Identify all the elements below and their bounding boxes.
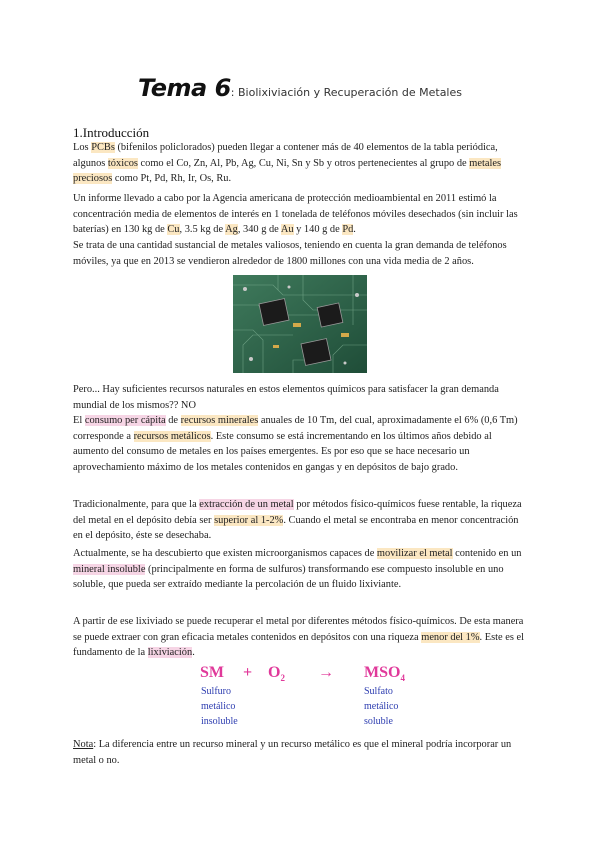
equation-oxygen: $O_2$ — [268, 664, 285, 684]
highlight-recursos-metalicos: recursos metálicos — [133, 430, 211, 442]
equation-left: SM — [200, 664, 224, 681]
page-title — [0, 74, 600, 102]
highlight-au: Au — [280, 224, 294, 235]
paragraph-pregunta: Pero... Hay suficientes recursos naturales en estos elementos químicos para satisfacer la gran demanda mundial de los mismos?? NO — [73, 384, 499, 411]
highlight-mineral-insoluble: mineral insoluble — [73, 563, 146, 575]
section-heading: 1.Introducción — [73, 125, 150, 140]
highlight-recursos-minerales: recursos minerales — [180, 415, 259, 426]
paragraph-tradicionalmente: Tradicionalmente, para que la extracción de un metal por métodos físico-químicos fuese rentable, la riqueza del metal en el depósito debía ser superior al 1-2%. Cuando el metal se encontraba en menor concentración en el depósito, éste se desechaba. — [73, 499, 522, 541]
highlight-ag: Ag — [225, 224, 238, 235]
highlight-pcbs: PCBs — [91, 142, 115, 153]
highlight-toxicos: tóxicos — [107, 157, 138, 169]
highlight-consumo: consumo per cápita — [84, 415, 166, 426]
highlight-superior: superior al 1-2% — [214, 514, 284, 526]
equation-left-label: Sulfuro metálico insoluble — [201, 686, 238, 727]
paragraph-nota: Nota: La diferencia entre un recurso mineral y un recurso metálico es que el mineral podría incorporar un metal o no. — [73, 739, 512, 766]
equation-plus: + — [243, 664, 253, 681]
paragraph-informe: Un informe llevado a cabo por la Agencia americana de protección medioambiental en 2011 estimó la concentración media de elementos de interés en 1 tonelada de teléfonos móviles desechados (sin incluir las baterías) en 130 kg de Cu, 3.5 kg de Ag, 340 g de Au y 140 g de Pd. — [73, 193, 518, 235]
highlight-extraccion: extracción de un metal — [199, 499, 294, 510]
highlight-metales-preciosos: metales preciosos — [73, 157, 501, 184]
circuit-board-image — [233, 275, 367, 373]
paragraph-lixiviado: A partir de ese lixiviado se puede recuperar el metal por diferentes métodos físico-químicos. De esta manera se puede extraer con gran eficacia metales contenidos en depósitos con una riqueza menor del 1%. Este es el fundamento de la lixiviación. — [73, 616, 524, 658]
title-main: Tema 6 — [137, 74, 231, 102]
title-sub: : Biolixiviación y Recuperación de Metales — [230, 86, 462, 99]
nota-label: Nota — [73, 739, 94, 750]
highlight-lixiviacion: lixiviación — [147, 647, 193, 658]
chemical-equation — [200, 664, 460, 684]
equation-right: $MSO_4$ — [364, 664, 405, 684]
equation-right-label: Sulfato metálico soluble — [364, 686, 399, 727]
highlight-cu: Cu — [167, 224, 180, 235]
paragraph-cantidad: Se trata de una cantidad sustancial de metales valiosos, teniendo en cuenta la gran demanda de teléfonos móviles, ya que en 2013 se vendieron alrededor de 1800 millones con una vida media de 2 años. — [73, 240, 507, 267]
highlight-movilizar: movilizar el metal — [376, 548, 453, 559]
highlight-menor: menor del 1% — [421, 631, 480, 643]
arrow-icon: → — [318, 664, 334, 681]
paragraph-actualmente: Actualmente, se ha descubierto que existen microorganismos capaces de movilizar el metal contenido en un mineral insoluble (principalmente en forma de sulfuros) transformando ese compuesto insoluble en uno soluble, que pueda ser extraído mediante la percolación de un fluido lixiviante. — [73, 548, 522, 590]
paragraph-consumo: El consumo per cápita de recursos minerales anuales de 10 Tm, del cual, aproximadamente el 6% (0,6 Tm) corresponde a recursos metálicos. Este consumo se está incrementando en los últimos años debido al aumento del consumo de metales en los países emergentes. Es por eso que se hace necesario un aprovechamiento máximo de los metales contenidos en gangas y en depósitos de bajo grado. — [73, 415, 518, 473]
highlight-pd: Pd — [342, 224, 354, 235]
paragraph-pcbs: Los PCBs (bifenilos policlorados) pueden llegar a contener más de 40 elementos de la tabla periódica, algunos tóxicos como el Co, Zn, Al, Pb, Ag, Cu, Ni, Sn y Sb y otros pertenecientes al grupo de metales preciosos como Pt, Pd, Rh, Ir, Os, Ru. — [73, 142, 501, 184]
